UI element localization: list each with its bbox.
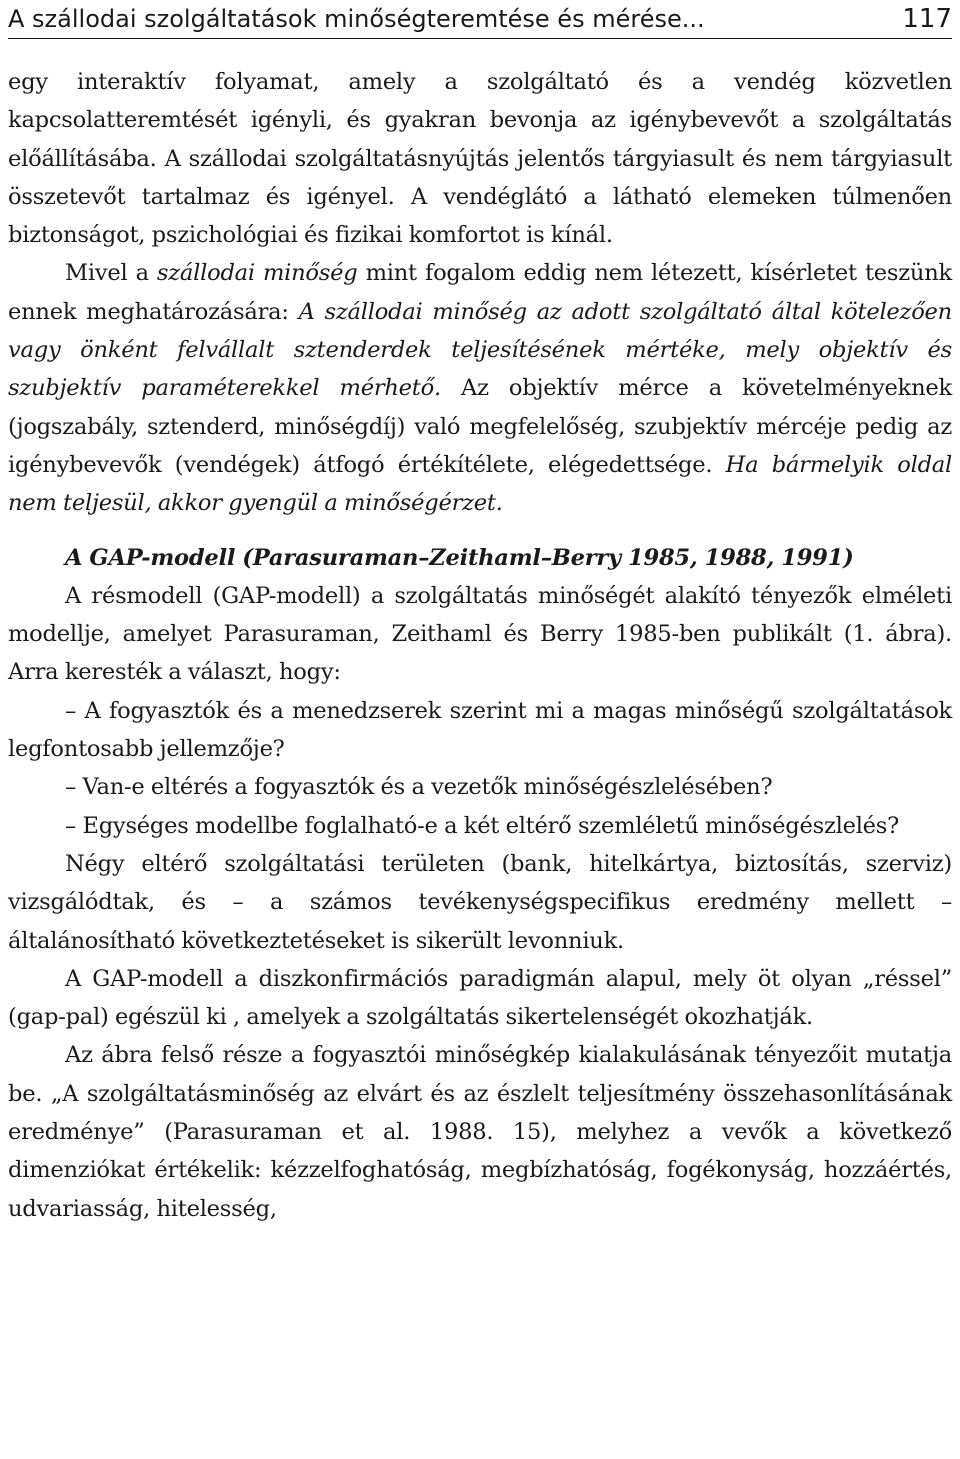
paragraph-2-definition: A szállodai minőség az adott szolgáltató által kötelezően vagy önként felvállalt sztenderdek teljesítésének mértéke, mely objektív és szubjektív paraméterekkel mérhető. bbox=[8, 298, 952, 402]
list-item-3: – Egységes modellbe foglalható-e a két eltérő szemléletű minőségészlelés? bbox=[65, 812, 900, 839]
paragraph-2-text-e: Az objektív mérce a követelményeknek (jogszabály, sztenderd, minőségdíj) való megfelelőség, szubjektív mércéje pedig az igénybevevők (vendégek) átfogó értékítélete, elégedettsége. bbox=[8, 375, 952, 478]
paragraph-2 bbox=[8, 254, 952, 522]
paragraph-2-conclusion: Ha bármelyik oldal nem teljesül, akkor gyengül a minőségérzet. bbox=[8, 451, 952, 517]
page-body bbox=[8, 63, 952, 1228]
paragraph-4: Négy eltérő szolgáltatási területen (bank, hitelkártya, biztosítás, szerviz) vizsgálódtak, és – a számos tevékenységspecifikus eredmény mellett – általánosítható következtetéseket is sikerült levonniuk. bbox=[8, 850, 952, 954]
list-item-1: – A fogyasztók és a menedzserek szerint mi a magas minőségű szolgáltatások legfontosabb jellemzője? bbox=[8, 697, 952, 763]
paragraph-3: A résmodell (GAP-modell) a szolgáltatás minőségét alakító tényezők elméleti modellje, amelyet Parasuraman, Zeithaml és Berry 1985-ben publikált (1. ábra). Arra keresték a választ, hogy: bbox=[8, 582, 952, 686]
running-header bbox=[8, 0, 952, 39]
paragraph-1: egy interaktív folyamat, amely a szolgáltató és a vendég közvetlen kapcsolatteremtését igényli, és gyakran bevonja az igénybevevőt a szolgáltatás előállításába. A szállodai szolgáltatásnyújtás jelentős tárgyiasult és nem tárgyiasult összetevőt tartalmaz és igényel. A vendéglátó a látható elemeken túlmenően biztonságot, pszichológiai és fizikai komfortot is kínál. bbox=[8, 69, 952, 249]
paragraph-2-term: szállodai minőség bbox=[156, 260, 358, 287]
paragraph-6: Az ábra felső része a fogyasztói minőségkép kialakulásának tényezőit mutatja be. „A szolgáltatásminőség az elvárt és az észlelt teljesítmény összehasonlításának eredménye” (Parasuraman et al. 1988. 15), melyhez a vevők a következő dimenziókat értékelik: kézzelfoghatóság, megbízhatóság, fogékonyság, hozzáértés, udvariasság, hitelesség, bbox=[8, 1042, 952, 1222]
paragraph-5: A GAP-modell a diszkonfirmációs paradigmán alapul, mely öt olyan „réssel” (gap-pal) egészül ki , amelyek a szolgáltatás sikertelenségét okozhatják. bbox=[8, 965, 952, 1031]
running-header-title: A szállodai szolgáltatások minőségteremtése és mérése... bbox=[8, 5, 705, 33]
paragraph-2-text-c: mint fogalom eddig nem létezett, kísérletet teszünk ennek meghatározására: bbox=[8, 260, 952, 325]
page-number: 117 bbox=[902, 4, 952, 34]
list-item-2: – Van-e eltérés a fogyasztók és a vezetők minőségészlelésében? bbox=[65, 774, 773, 801]
section-heading: A GAP-modell (Parasuraman–Zeithaml–Berry 1985, 1988, 1991) bbox=[65, 544, 854, 571]
paragraph-2-text-a: Mivel a bbox=[65, 260, 157, 287]
